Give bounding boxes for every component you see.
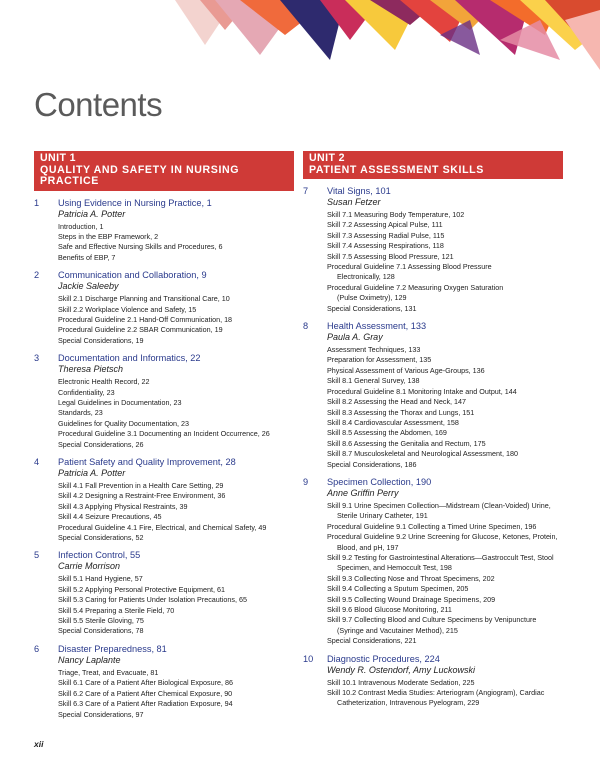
toc-entry[interactable] [58, 294, 294, 304]
toc-entry-text: Skill 9.2 Testing for Gastrointestinal Alterations—Gastroccult Test, Stool [327, 552, 554, 562]
toc-entry[interactable] [58, 481, 294, 491]
toc-entry-text: Steps in the EBP Framework, 2 [58, 231, 159, 241]
toc-entry[interactable] [58, 408, 294, 418]
toc-entry-continuation: Blood, and pH, 197 [337, 542, 399, 552]
chapter-number: 6 [34, 643, 40, 654]
chapter-title[interactable]: Infection Control, 55 [58, 550, 141, 561]
toc-entry-text: Skill 7.3 Assessing Radial Pulse, 115 [327, 230, 445, 240]
toc-entry[interactable] [58, 678, 294, 688]
chapter-list [34, 198, 294, 720]
toc-entry[interactable] [327, 460, 563, 470]
toc-entry[interactable] [58, 626, 294, 636]
unit-title-line: PATIENT ASSESSMENT SKILLS [309, 163, 484, 176]
toc-entry-text: Skill 4.1 Fall Prevention in a Health Care Setting, 29 [58, 481, 224, 490]
chapter-author: Patricia A. Potter [58, 208, 126, 219]
toc-entry-text: Skill 9.5 Collecting Wound Drainage Specimens, 209 [327, 594, 496, 604]
toc-entry[interactable] [58, 502, 294, 512]
toc-entry[interactable] [58, 710, 294, 720]
chapter-entry [34, 457, 294, 543]
chapter-list [303, 186, 563, 709]
toc-entry[interactable] [327, 522, 563, 532]
unit-title-line: PRACTICE [40, 175, 99, 187]
toc-entry[interactable] [327, 584, 563, 594]
toc-entry[interactable] [58, 440, 294, 450]
toc-entry[interactable] [327, 241, 563, 251]
toc-entry[interactable] [58, 253, 294, 263]
page-number: xii [34, 739, 44, 749]
toc-entry-text: Skill 7.1 Measuring Body Temperature, 102 [327, 210, 465, 219]
toc-entry[interactable] [327, 366, 563, 376]
toc-entry-text: Skill 9.3 Collecting Nose and Throat Specimens, 202 [327, 573, 495, 583]
toc-entry-text: Skill 4.2 Designing a Restraint-Free Environment, 36 [58, 491, 226, 501]
toc-entry-text: Skill 10.1 Intravenous Moderate Sedation, 225 [327, 677, 475, 687]
chapter-title[interactable]: Specimen Collection, 190 [327, 476, 432, 487]
toc-entry[interactable] [327, 418, 563, 428]
toc-entry[interactable] [327, 408, 563, 418]
toc-entry-text: Skill 8.4 Cardiovascular Assessment, 158 [327, 417, 459, 427]
unit-number: UNIT 2 [309, 152, 345, 164]
toc-entry[interactable] [327, 387, 563, 397]
toc-entry-text: Skill 9.6 Blood Glucose Monitoring, 211 [327, 605, 452, 614]
toc-entry[interactable] [58, 429, 294, 439]
chapter-author: Anne Griffin Perry [327, 487, 399, 498]
toc-entry[interactable] [327, 262, 563, 283]
toc-entry-text: Procedural Guideline 7.1 Assessing Blood Pressure [327, 262, 492, 272]
chapter-author: Jackie Saleeby [58, 281, 119, 292]
toc-entry[interactable] [58, 222, 294, 232]
unit-header [303, 151, 563, 179]
toc-entry-text: Special Considerations, 221 [327, 636, 417, 646]
chapter-author: Wendy R. Ostendorf, Amy Luckowski [327, 664, 476, 675]
toc-entry-text: Skill 9.7 Collecting Blood and Culture Specimens by Venipuncture [327, 615, 537, 625]
page-title: Contents [34, 86, 163, 123]
toc-entry-text: Skill 5.1 Hand Hygiene, 57 [58, 574, 143, 584]
chapter-entry [303, 321, 563, 470]
toc-entry[interactable] [58, 232, 294, 242]
toc-entry-text: Skill 6.3 Care of a Patient After Radiation Exposure, 94 [58, 699, 233, 709]
toc-entry[interactable] [327, 304, 563, 314]
toc-entry[interactable] [327, 605, 563, 615]
toc-entry-text: Skill 9.4 Collecting a Sputum Specimen, 205 [327, 584, 469, 594]
toc-entry-text: Special Considerations, 26 [58, 439, 144, 449]
toc-entry[interactable] [327, 428, 563, 438]
unit-title-line: QUALITY AND SAFETY IN NURSING [40, 163, 240, 176]
toc-entry-text: Special Considerations, 78 [58, 626, 144, 636]
toc-entry-text: Procedural Guideline 7.2 Measuring Oxygen Saturation [327, 282, 504, 292]
toc-entry[interactable] [58, 689, 294, 699]
toc-entry[interactable] [327, 210, 563, 220]
toc-entry-text: Skill 6.2 Care of a Patient After Chemical Exposure, 90 [58, 688, 233, 698]
toc-entry[interactable] [327, 283, 563, 304]
toc-entry-text: Skill 2.2 Workplace Violence and Safety, 15 [58, 304, 197, 314]
toc-entry[interactable] [327, 688, 563, 709]
unit-header [34, 151, 294, 191]
banner-graphic [0, 0, 600, 70]
chapter-author: Nancy Laplante [58, 654, 121, 665]
toc-entry-text: Skill 8.5 Assessing the Abdomen, 169 [327, 428, 447, 438]
chapter-number: 4 [34, 457, 40, 467]
chapter-title[interactable]: Vital Signs, 101 [327, 186, 391, 196]
toc-entry[interactable] [58, 595, 294, 605]
toc-entry[interactable] [58, 242, 294, 252]
chapter-number: 1 [34, 197, 40, 208]
toc-entry[interactable] [327, 595, 563, 605]
toc-entry[interactable] [58, 491, 294, 501]
toc-entry-text: Skill 5.3 Caring for Patients Under Isolation Precautions, 65 [58, 595, 247, 605]
toc-entry[interactable] [327, 501, 563, 522]
toc-entry-continuation: Electronically, 128 [337, 272, 395, 282]
toc-entry-text: Skill 8.7 Musculoskeletal and Neurological Assessment, 180 [327, 449, 518, 459]
toc-entry-text: Procedural Guideline 9.2 Urine Screening for Glucose, Ketones, Protein, [327, 532, 558, 542]
toc-entry-text: Skill 5.5 Sterile Gloving, 75 [58, 616, 144, 626]
chapter-number: 9 [303, 476, 309, 487]
chapter-title[interactable]: Health Assessment, 133 [327, 321, 427, 332]
chapter-entry [303, 186, 563, 314]
toc-entry[interactable] [58, 512, 294, 522]
chapter-number: 2 [34, 270, 40, 281]
chapter-entry [34, 353, 294, 450]
toc-entry[interactable] [58, 377, 294, 387]
toc-entry[interactable] [58, 325, 294, 335]
toc-entry-text: Guidelines for Quality Documentation, 23 [58, 418, 190, 428]
toc-entry[interactable] [58, 336, 294, 346]
chapter-title[interactable]: Using Evidence in Nursing Practice, 1 [58, 197, 212, 208]
toc-entry-text: Special Considerations, 19 [58, 335, 144, 345]
toc-entry[interactable] [327, 231, 563, 241]
chapter-author: Patricia A. Potter [58, 468, 126, 478]
toc-entry[interactable] [327, 449, 563, 459]
toc-entry-text: Skill 9.1 Urine Specimen Collection—Midstream (Clean-Voided) Urine, [327, 500, 551, 510]
right-column [303, 151, 563, 716]
chapter-author: Theresa Pietsch [58, 364, 124, 375]
chapter-entry [34, 644, 294, 720]
toc-entry[interactable] [58, 305, 294, 315]
toc-entry[interactable] [327, 355, 563, 365]
toc-entry-text: Skill 2.1 Discharge Planning and Transitional Care, 10 [58, 294, 230, 304]
toc-entry[interactable] [58, 388, 294, 398]
unit-number: UNIT 1 [40, 152, 76, 164]
chapter-author: Susan Fetzer [327, 197, 381, 207]
chapter-author: Paula A. Gray [327, 332, 383, 343]
toc-entry[interactable] [327, 574, 563, 584]
left-column [34, 151, 294, 727]
toc-entry-text: Skill 8.1 General Survey, 138 [327, 376, 420, 386]
toc-entry-text: Special Considerations, 97 [58, 709, 144, 719]
toc-entry-text: Legal Guidelines in Documentation, 23 [58, 397, 182, 407]
toc-entry-text: Safe and Effective Nursing Skills and Procedures, 6 [58, 242, 223, 252]
toc-entry-text: Skill 4.3 Applying Physical Restraints, 39 [58, 501, 188, 511]
chapter-title[interactable]: Disaster Preparedness, 81 [58, 643, 167, 654]
toc-entry[interactable] [327, 220, 563, 230]
toc-entry[interactable] [58, 574, 294, 584]
toc-entry[interactable] [327, 376, 563, 386]
toc-entry-text: Procedural Guideline 4.1 Fire, Electrical, and Chemical Safety, 49 [58, 522, 267, 532]
toc-entry-text: Skill 7.5 Assessing Blood Pressure, 121 [327, 251, 454, 261]
chapter-title[interactable]: Diagnostic Procedures, 224 [327, 653, 440, 664]
toc-entry-text: Skill 5.4 Preparing a Sterile Field, 70 [58, 605, 175, 615]
toc-entry[interactable] [58, 585, 294, 595]
toc-entry-text: Preparation for Assessment, 135 [327, 355, 432, 365]
toc-entry[interactable] [58, 616, 294, 626]
toc-entry[interactable] [327, 615, 563, 636]
toc-entry-text: Skill 8.2 Assessing the Head and Neck, 147 [327, 397, 467, 407]
toc-entry[interactable] [327, 439, 563, 449]
toc-entry-text: Special Considerations, 131 [327, 303, 417, 313]
chapter-title[interactable]: Communication and Collaboration, 9 [58, 270, 207, 281]
toc-entry-continuation: (Pulse Oximetry), 129 [337, 293, 407, 303]
toc-entry-text: Procedural Guideline 2.2 SBAR Communication, 19 [58, 325, 223, 335]
toc-entry[interactable] [58, 419, 294, 429]
toc-entry-text: Electronic Health Record, 22 [58, 377, 150, 387]
toc-entry[interactable] [327, 532, 563, 553]
toc-entry[interactable] [58, 523, 294, 533]
toc-entry-text: Assessment Techniques, 133 [327, 345, 421, 355]
chapter-number: 3 [34, 353, 40, 364]
chapter-entry [34, 550, 294, 636]
toc-entry-text: Skill 7.2 Assessing Apical Pulse, 111 [327, 220, 443, 230]
toc-entry-text: Standards, 23 [58, 408, 103, 418]
toc-entry-text: Confidentiality, 23 [58, 387, 115, 397]
toc-entry[interactable] [327, 553, 563, 574]
toc-entry[interactable] [327, 397, 563, 407]
chapter-entry [303, 477, 563, 647]
chapter-title[interactable]: Patient Safety and Quality Improvement, 28 [58, 457, 236, 467]
toc-entry-text: Introduction, 1 [58, 221, 104, 231]
chapter-number: 7 [303, 186, 309, 196]
decorative-banner [0, 0, 600, 70]
toc-entry[interactable] [58, 668, 294, 678]
toc-entry-text: Skill 5.2 Applying Personal Protective Equipment, 61 [58, 584, 226, 594]
toc-entry[interactable] [58, 398, 294, 408]
toc-entry-text: Skill 8.3 Assessing the Thorax and Lungs, 151 [327, 407, 475, 417]
toc-entry-text: Skill 10.2 Contrast Media Studies: Arteriogram (Angiogram), Cardiac [327, 688, 545, 698]
chapter-number: 8 [303, 321, 309, 332]
toc-entry[interactable] [327, 252, 563, 262]
toc-entry-text: Skill 8.6 Assessing the Genitalia and Rectum, 175 [327, 438, 486, 448]
chapter-author: Carrie Morrison [58, 561, 121, 572]
toc-entry-text: Skill 6.1 Care of a Patient After Biological Exposure, 86 [58, 678, 233, 688]
toc-entry[interactable] [58, 606, 294, 616]
toc-entry-text: Triage, Treat, and Evacuate, 81 [58, 667, 159, 677]
toc-entry-text: Skill 7.4 Assessing Respirations, 118 [327, 241, 444, 251]
chapter-title[interactable]: Documentation and Informatics, 22 [58, 353, 201, 364]
chapter-entry [34, 270, 294, 346]
chapter-entry [303, 654, 563, 709]
toc-entry[interactable] [58, 315, 294, 325]
toc-entry-text: Benefits of EBP, 7 [58, 252, 116, 262]
toc-entry[interactable] [58, 533, 294, 543]
toc-entry-continuation: Specimen, and Hemoccult Test, 198 [337, 563, 452, 573]
toc-entry-text: Special Considerations, 52 [58, 533, 144, 543]
chapter-entry [34, 198, 294, 264]
toc-entry[interactable] [327, 636, 563, 646]
toc-entry[interactable] [327, 678, 563, 688]
toc-entry-text: Physical Assessment of Various Age-Groups, 136 [327, 365, 485, 375]
toc-entry[interactable] [327, 345, 563, 355]
toc-entry-text: Procedural Guideline 8.1 Monitoring Intake and Output, 144 [327, 386, 517, 396]
toc-entry-continuation: Catheterization, Intravenous Pyelogram, 229 [337, 698, 480, 708]
toc-entry[interactable] [58, 699, 294, 709]
toc-entry-text: Procedural Guideline 2.1 Hand-Off Communication, 18 [58, 314, 233, 324]
toc-entry-text: Procedural Guideline 3.1 Documenting an Incident Occurrence, 26 [58, 429, 270, 439]
toc-entry-text: Procedural Guideline 9.1 Collecting a Timed Urine Specimen, 196 [327, 521, 537, 531]
toc-entry-continuation: Sterile Urinary Catheter, 191 [337, 511, 428, 521]
toc-entry-text: Special Considerations, 186 [327, 459, 417, 469]
chapter-number: 5 [34, 550, 40, 561]
toc-entry-continuation: (Syringe and Vacutainer Method), 215 [337, 625, 458, 635]
toc-entry-text: Skill 4.4 Seizure Precautions, 45 [58, 512, 162, 522]
chapter-number: 10 [303, 653, 314, 664]
